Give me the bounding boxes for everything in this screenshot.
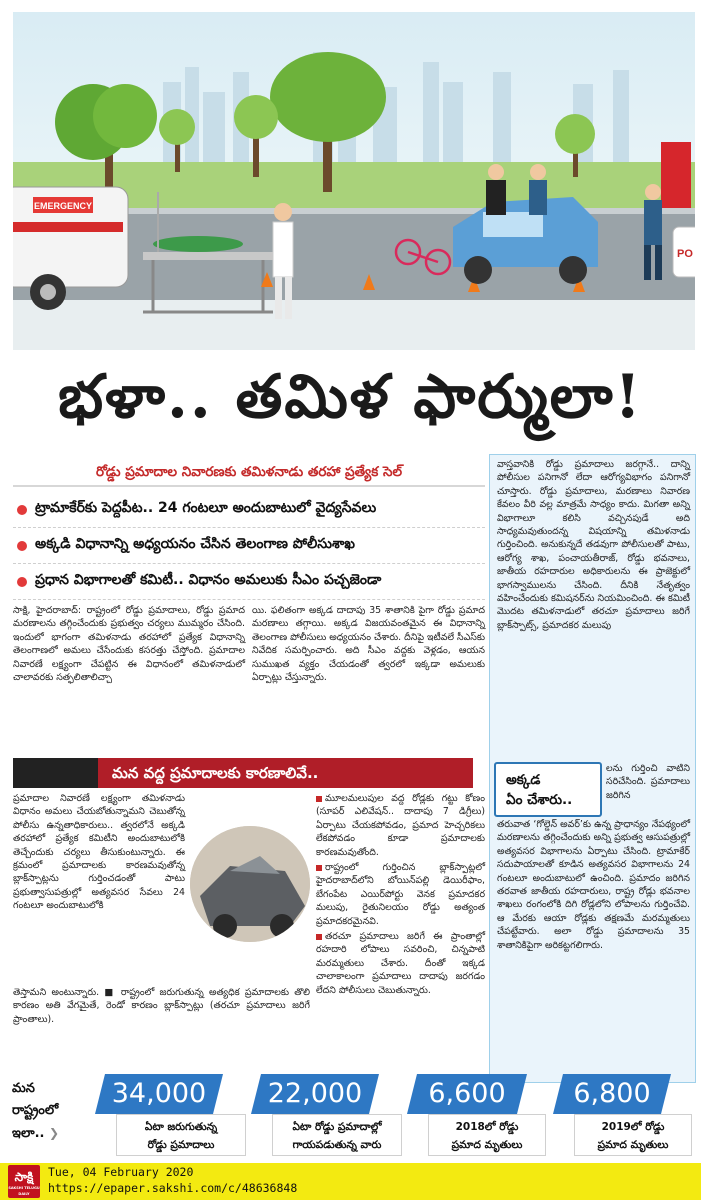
bullet-text: ప్రధాన విభాగాలతో కమిటీ.. విధానం అమలుకు సీఎం పచ్చజెండా [35,572,382,588]
banner-dark-block [13,758,98,788]
police-car-icon [673,227,695,277]
sidebar-paragraph-bottom: తరువాత ‘గోల్డెన్‌ అవర్‌’కు ఉన్న ప్రాధాన్యం నేపథ్యంలో మరణాలను తగ్గించేందుకు అన్ని ప్రభుత్వ ఆసుపత్రుల్లో అత్యవసర విభాగాలను ఏర్పాటు చేసింది. ట్రామాకేర్‌ సదుపాయాలతో కూడిన అత్యవసర విభాగాలను 24 గంటలూ అందుబాటులో ఉంచింది. ప్రమాదం జరిగిన తరవాత జాతీయ రహదారులు, రాష్ట్ర రోడ్లు భవనాల శాఖలు రంగంలోకి దిగి రోడ్లలోని లోపాలను గుర్తించేవి. ఆ మేరకు ఆయా రోడ్లకు తక్షణమే మరమ్మతులు చేపట్టేవారు. అలా రోడ్డు ప్రమాదాలను 35 శాతానికిపైగా అరికట్టగలిగారు. [497,819,690,951]
bullet-dot-icon [17,577,27,587]
footer-date: Tue, 04 February 2020 [48,1165,194,1179]
city-skyline [163,52,629,172]
footer-info [48,1164,297,1196]
stat-card [100,1074,250,1156]
sidebar-callout [494,762,602,817]
accident-illustration [13,12,695,350]
callout-line: అక్కడ [506,771,541,788]
cause-text: తరచూ ప్రమాదాలు జరిగే ఈ ప్రాంతాల్లో రహదారి లోపాలు సవరించి, చిన్నపాటి మరమ్మతులు చేశారు. దీంతో ఇక్కడ చాలాకాలంగా ప్రమాదాలు దాదాపు జరగడం లేదని పోలీసులు చెబుతున్నారు. [316,931,485,996]
cause-text: మూలమలుపుల వద్ద రోడ్లకు గట్టు కోణం (సూపర్‌ ఎలివేషన్‌.. దాదాపు 7 డిగ్రీలు) ఏర్పాటు చేయకపోవడం, ప్రమాద హెచ్చరికలు లేకపోవడం కూడా ప్రమాదాలకు కారణమవుతోంది. [316,793,485,858]
square-bullet-icon [316,865,322,871]
stat-card [412,1074,552,1156]
bullet-item [13,492,485,528]
sidebar-paragraph-mid: లను గుర్తించి వాటిని సరిచేసింది. ప్రమాదాలు జరిగిన [606,763,690,801]
sakshi-logo: సాక్షి SAKSHI TELUGU DAILY [8,1165,40,1198]
stat-card [256,1074,406,1156]
bullet-item [13,564,485,600]
bullet-item [13,528,485,564]
bullet-text: అక్కడి విధానాన్ని అధ్యయనం చేసిన తెలంగాణ పోలీసుశాఖ [35,536,355,552]
bullet-dot-icon [17,505,27,515]
stat-value: 6,600 [407,1074,527,1114]
causes-paragraph-left: ప్రమాదాల నివారణే లక్ష్యంగా తమిళనాడు విధానం అమలు చేయబోతున్నామని చెబుతోన్న పోలీసు ఉన్నతాధికారులు.. త్వరలోనే అక్కడి తరహాలో ప్రత్యేక కమిటీని అందుబాటులోకి తెచ్చేందుకు చర్యలు తీసుకుంటున్నారు. ఈ క్రమంలో ప్రమాదాలకు కారణమవుతోన్న బ్లాక్‌స్పాట్లను గుర్తించడంతో పాటు ప్రభుత్వాసుపత్రుల్లో అత్యవసర సేవలు 24 గంటలూ అందుబాటులోకి [13,793,185,912]
section-banner [13,758,473,788]
wrecked-car-photo [190,826,310,942]
stat-label: ఏటా జరుగుతున్న రోడ్డు ప్రమాదాలు [116,1114,246,1156]
bullet-dot-icon [17,541,27,551]
stats-bar [0,1068,701,1163]
stat-label: ఏటా రోడ్డు ప్రమాదాల్లో గాయపడుతున్న వారు [272,1114,402,1156]
footer-url[interactable]: https://epaper.sakshi.com/c/48636848 [48,1181,298,1195]
stats-intro-line: ఇలా.. ❯ [12,1126,60,1141]
cause-text: రాష్ట్రంలో గుర్తించిన బ్లాక్‌స్పాట్లలో హైదరాబాద్‌లోని బోయిన్‌పల్లి డెయిరీఫాం, బేగంపేట ఎయిర్‌పోర్టు వెనక ప్రమాదకర మలుపు, రైతునిలయం రోడ్డు అత్యంత ప్రమాదకరమైనవి. [316,862,485,927]
stat-card [558,1074,696,1156]
sidebar-paragraph-top: వాస్తవానికి రోడ్డు ప్రమాదాలు జరగ్గానే.. దాన్ని పోలీసుల పనిగానో లేదా ఆరోగ్యవిభాగం పనిగానో చూస్తారు. రోడ్డు ప్రమాదాలు, మరణాలు నివారణ కేవలం వీరి వల్ల మాత్రమే సాధ్యం కాదు. మిగతా అన్ని విభాగాలూ కలిసి వచ్చినపుడే అది సాధ్యమవుతుందన్న విషయాన్ని తమిళనాడు గుర్తించింది. అనుకున్నదే తడవుగా పోలీసులతో పాటు, ఆరోగ్య శాఖ, పంచాయతీరాజ్‌, రోడ్డు భవనాలు, జాతీయ రహదారుల అధికారులను ఈ ప్రాజెక్టులో భాగస్వాములను చేసింది. దీనికి నేతృత్వం వహించేందుకు కమిషనర్‌ను నియమించింది. ఈ కమిటీ మొదట తమిళనాడులో తరచూ ప్రమాదాలు జరిగే బ్లాక్‌స్పాట్స్‌, ప్రమాదకర మలుపు [497,459,690,631]
square-bullet-icon [316,934,322,940]
bullet-text: ట్రామాకేర్‌కు పెద్దపీట.. 24 గంటలూ అందుబాటులో వైద్యసేవలు [35,500,377,516]
intro-paragraph-right: యి. ఫలితంగా అక్కడ దాదాపు 35 శాతానికి పైగా రోడ్డు ప్రమాద మరణాలు తగ్గాయి. అక్కడ విజయవంతమైన ఈ విధానాన్ని తెలంగాణ పోలీసులు అధ్యయనం చేశారు. దీనిపై ఇటీవలే సీఎస్‌కు నివేదిక సమర్పించారు. అది సీఎం వద్దకు వెళ్లడం, ఆయన సుముఖత వ్యక్తం చేయడంతో త్వరలో ఇక్కడా అమలుకు ఏర్పాట్లు చేస్తున్నారు. [252,605,485,684]
stats-intro-line: మన [12,1081,35,1096]
cause-item [316,792,485,859]
police-car-label: PO [677,248,693,260]
causes-paragraph-left-bottom: తెస్తామని అంటున్నారు. ■ రాష్ట్రంలో జరుగుతున్న అత్యధిక ప్రమాదాలకు తొలి కారణం అతి వేగమైతే, రెండో కారణం బ్లాక్‌స్పాట్లు (తరచూ ప్రమాదాలు జరిగే ప్రాంతాలు). [13,987,310,1025]
square-bullet-icon [316,796,322,802]
arrow-icon: ❯ [48,1126,60,1140]
cause-item [316,861,485,928]
banner-title: మన వద్ద ప్రమాదాలకు కారణాలివే.. [98,758,473,788]
stat-label: 2018లో రోడ్డు ప్రమాద మృతులు [428,1114,546,1156]
stats-intro-line: రాష్ట్రంలో [12,1103,59,1118]
ambulance-label: EMERGENCY [33,201,93,211]
footer-bar [0,1163,701,1200]
stat-value: 22,000 [251,1074,379,1114]
cause-item [316,930,485,997]
intro-paragraph-left: సాక్షి, హైదరాబాద్‌: రాష్ట్రంలో రోడ్డు ప్రమాదాలు, రోడ్డు ప్రమాద మరణాలను తగ్గించేందుకు ప్రభుత్వం చర్యలు ముమ్మరం చేసింది. ఇందులో భాగంగా తమిళనాడు తరహాలో ప్రత్యేక విధానాన్ని తెలంగాణలో అమలు చేసేందుకు కసరత్తు చేస్తోంది. ప్రమాదాల నివారణే లక్ష్యంగా చేపట్టిన ఈ విధానంలో తమిళనాడులో చాలావరకు సత్ఫలితాలిచ్చా [13,605,245,684]
sub-headline: రోడ్డు ప్రమాదాల నివారణకు తమిళనాడు తరహా ప్రత్యేక సెల్ [13,457,485,487]
stat-label: 2019లో రోడ్డు ప్రమాద మృతులు [574,1114,692,1156]
stat-value: 6,800 [553,1074,671,1114]
stat-value: 34,000 [95,1074,223,1114]
causes-list [316,792,485,999]
callout-line: ఏం చేశారు.. [506,791,573,808]
stats-intro [12,1078,92,1145]
page-headline: భళా.. తమిళ ఫార్ములా! [58,362,643,432]
highlight-bullets [13,492,485,600]
